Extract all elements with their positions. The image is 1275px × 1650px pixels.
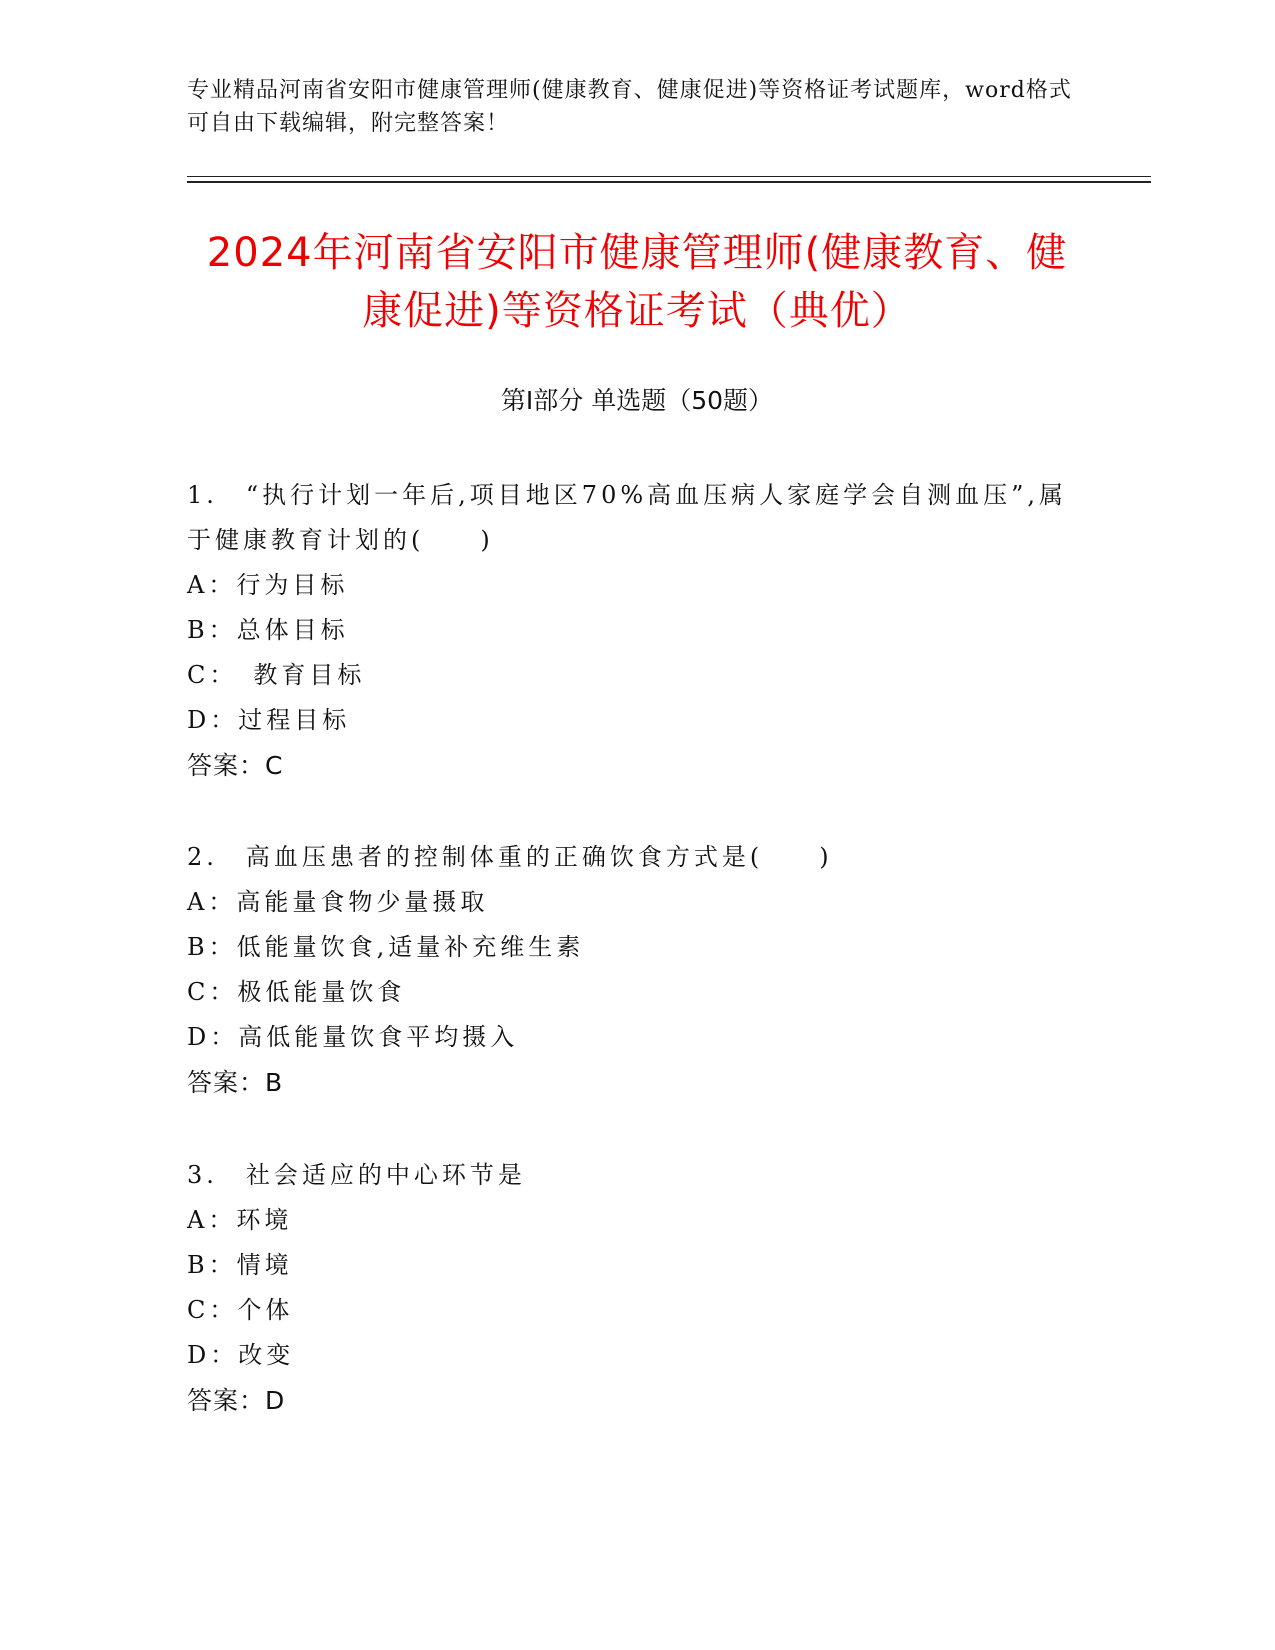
header-note: 专业精品河南省安阳市健康管理师(健康教育、健康促进)等资格证考试题库，word格式可自由下载编辑，附完整答案！ bbox=[187, 78, 1072, 136]
document-title: 2024年河南省安阳市健康管理师(健康教育、健康促进)等资格证考试（典优） bbox=[206, 230, 1068, 334]
question-text: 3. 社会适应的中心环节是 bbox=[187, 1161, 526, 1189]
option-c: C：个体 bbox=[187, 1296, 294, 1324]
answer: 答案：D bbox=[187, 1386, 286, 1415]
answer: 答案：C bbox=[187, 751, 284, 780]
section-title: 第Ⅰ部分 单选题（50题） bbox=[500, 386, 774, 415]
header-divider-thick bbox=[187, 181, 1151, 183]
option-a: A：高能量食物少量摄取 bbox=[187, 888, 489, 916]
question-text: 2. 高血压患者的控制体重的正确饮食方式是( ) bbox=[187, 843, 833, 871]
option-b: B：情境 bbox=[187, 1251, 293, 1279]
question-3 bbox=[187, 1153, 1087, 1423]
header-divider-thin bbox=[187, 176, 1151, 177]
option-c: C： 教育目标 bbox=[187, 661, 366, 689]
option-b: B：低能量饮食,适量补充维生素 bbox=[187, 933, 585, 961]
option-d: D：高低能量饮食平均摄入 bbox=[187, 1023, 519, 1051]
option-b: B：总体目标 bbox=[187, 616, 349, 644]
option-a: A：环境 bbox=[187, 1206, 293, 1234]
option-c: C：极低能量饮食 bbox=[187, 978, 406, 1006]
answer: 答案：B bbox=[187, 1068, 284, 1097]
question-2 bbox=[187, 835, 1087, 1105]
option-d: D：改变 bbox=[187, 1341, 295, 1369]
question-text: 1. “执行计划一年后,项目地区70%高血压病人家庭学会自测血压”,属于健康教育计划的( ) bbox=[187, 481, 1068, 554]
question-1 bbox=[187, 473, 1087, 788]
option-d: D：过程目标 bbox=[187, 706, 351, 734]
option-a: A：行为目标 bbox=[187, 571, 349, 599]
